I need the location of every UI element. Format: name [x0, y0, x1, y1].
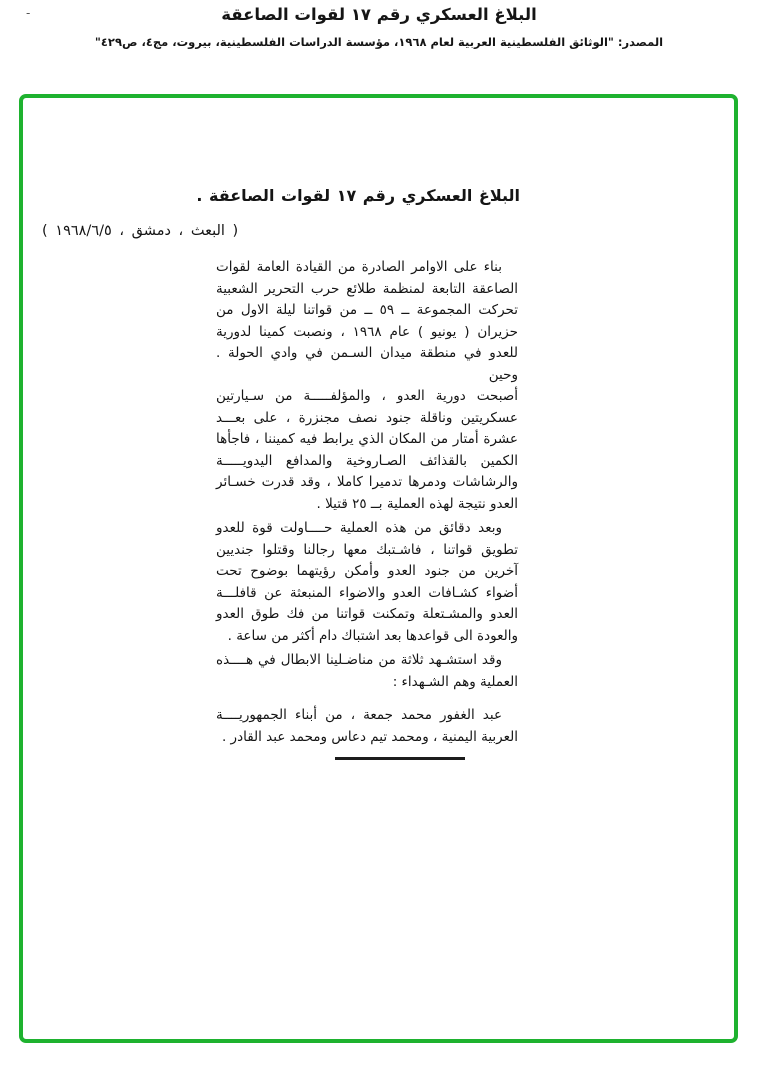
text-line: عبد الغفور محمد جمعة ، من أبناء الجمهوريــــة	[216, 707, 502, 723]
text-line: بناء على الاوامر الصادرة من القيادة العامة لقوات	[216, 259, 502, 275]
text-line: حزيران ( يونيو ) عام ١٩٦٨ ، ونصبت كمينا لدورية	[216, 323, 519, 340]
text-line: العملية وهم الشـهداء :	[392, 673, 518, 690]
document-dateline: ( البعث ، دمشق ، ١٩٦٨/٦/٥ )	[42, 223, 239, 239]
text-line: آخرين من جنود العدو وأمكن رؤيتهما بوضوح تحت	[216, 563, 518, 579]
text-line: وبعد دقائق من هذه العملية حــــاولت قوة للعدو	[216, 520, 502, 536]
text-line: العدو نتيجة لهذه العملية بــ ٢٥ قتيلا .	[316, 495, 518, 512]
document-title: البلاغ العسكري رقم ١٧ لقوات الصاعقة .	[196, 186, 520, 205]
text-line: والعودة الى قواعدها بعد اشتباك دام أكثر من ساعة .	[227, 627, 518, 644]
page-header-title: البلاغ العسكري رقم ١٧ لقوات الصاعقة	[221, 5, 537, 24]
text-line: العدو والمشـتعلة وتمكنت قواتنا من فك طوق العدو	[216, 606, 518, 622]
document-body	[216, 257, 518, 748]
text-line: عشرة أمتار من المكان الذي يرابط فيه كميننا ، فاجأها	[216, 431, 518, 447]
text-line: تحركت المجموعة ــ ٥٩ ــ من قواتنا ليلة الاول من	[216, 302, 519, 318]
text-line: للعدو في منطقة ميدان السـمن في وادي الحولة . وحين	[216, 345, 518, 383]
text-line: أضواء كشـافات العدو والاضواء المنبعثة عن قافلـــة	[216, 584, 518, 601]
text-line: الكمين بالقذائف الصـاروخية والمدافع اليدويـــــة	[216, 452, 518, 469]
text-line: عسكريتين وناقلة جنود نصف مجنزرة ، على بعـــد	[216, 409, 518, 426]
text-line: والرشاشات ودمرها تدميرا كاملا ، وقد قدرت خسـائر	[216, 474, 518, 490]
divider-line	[335, 757, 465, 760]
scan-artifact: -	[26, 6, 31, 20]
paragraph	[216, 705, 518, 748]
text-line: تطويق قواتنا ، فاشـتبك معها رجالنا وقتلوا جنديين	[216, 541, 518, 558]
paragraph	[216, 257, 518, 515]
text-line: الصاعقة التابعة لمنظمة طلائع حرب التحرير الشعبية	[216, 280, 518, 297]
text-line: العربية اليمنية ، ومحمد تيم دعاس ومحمد عبد القادر .	[221, 728, 518, 745]
paragraph	[216, 518, 518, 647]
page-header-source: المصدر: "الوثائق الفلسطينية العربية لعام ١٩٦٨، مؤسسة الدراسات الفلسطينية، بيروت، مج٤، ص٤٢٩"	[94, 35, 664, 49]
paragraph	[216, 650, 518, 693]
text-line: أصبحت دورية العدو ، والمؤلفـــــة من سـيارتين	[216, 388, 518, 404]
text-line: وقد استشـهد ثلاثة من مناضـلينا الابطال في هــــذه	[216, 652, 502, 668]
